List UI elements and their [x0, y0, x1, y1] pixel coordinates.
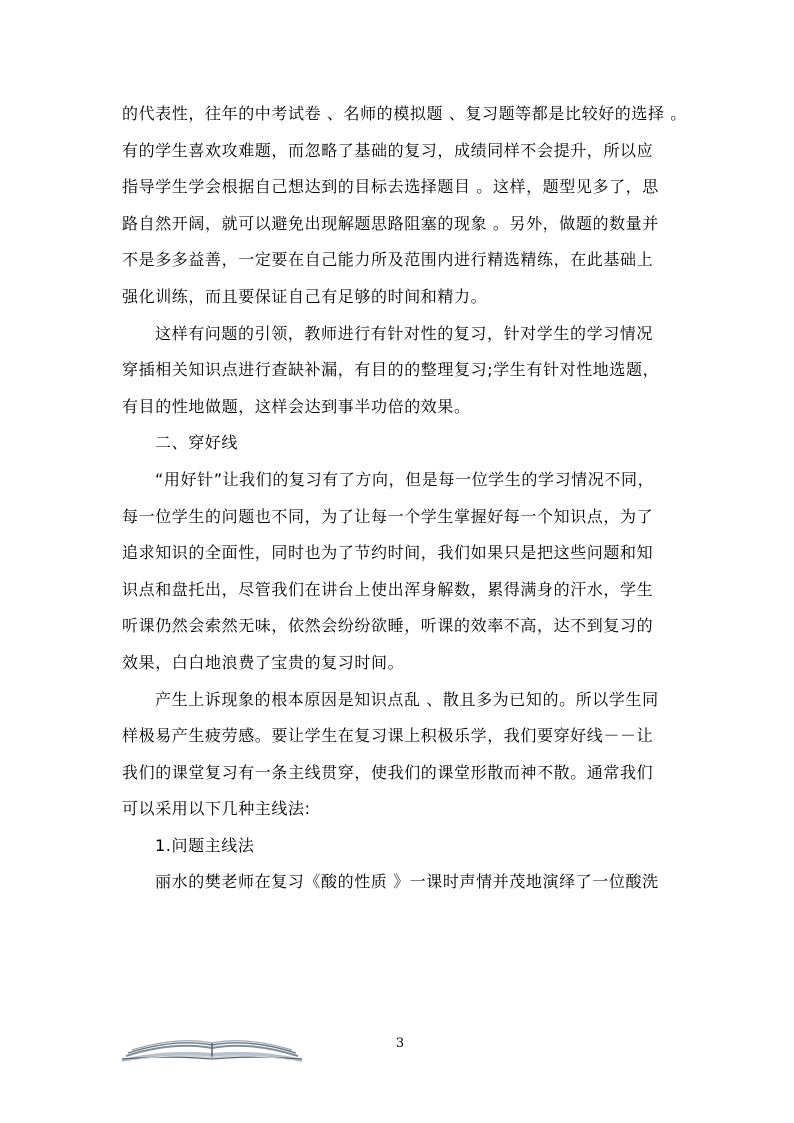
text-line: 我们的课堂复习有一条主线贯穿，使我们的课堂形散而神不散。通常我们 — [122, 762, 654, 782]
text-line: 效果，白白地浪费了宝贵的复习时间。 — [122, 652, 405, 672]
text-line: 强化训练，而且要保证自己有足够的时间和精力。 — [122, 286, 488, 306]
text-line: 有目的性地做题，这样会达到事半功倍的效果。 — [122, 396, 471, 416]
text-line: 每一位学生的问题也不同，为了让每一个学生掌握好每一个知识点，为了 — [122, 506, 654, 526]
page-number: 3 — [395, 1036, 405, 1051]
text-line: 指导学生学会根据自己想达到的目标去选择题目 。这样，题型见多了，思 — [122, 177, 659, 197]
text-line: 穿插相关知识点进行查缺补漏，有目的的整理复习;学生有针对性地选题， — [122, 360, 660, 380]
text-line: 可以采用以下几种主线法: — [122, 799, 311, 819]
text-line: 有的学生喜欢攻难题，而忽略了基础的复习，成绩同样不会提升，所以应 — [122, 140, 654, 160]
paragraph-start-line: “用好针”让我们的复习有了方向，但是每一位学生的学习情况不同， — [155, 469, 655, 489]
paragraph-start-line: 产生上诉现象的根本原因是知识点乱 、散且多为已知的。所以学生同 — [155, 689, 659, 709]
subsection-heading: 1.问题主线法 — [155, 835, 255, 855]
text-line: 追求知识的全面性，同时也为了节约时间，我们如果只是把这些问题和知 — [122, 543, 654, 563]
section-heading: 二、穿好线 — [155, 433, 239, 453]
text-line: 听课仍然会索然无味，依然会纷纷欲睡，听课的效率不高，达不到复习的 — [122, 616, 654, 636]
open-book-icon — [118, 1028, 306, 1068]
paragraph-start-line: 这样有问题的引领，教师进行有针对性的复习，针对学生的学习情况 — [155, 323, 654, 343]
text-line: 样极易产生疲劳感。要让学生在复习课上积极乐学，我们要穿好线－－让 — [122, 726, 654, 746]
text-line: 识点和盘托出，尽管我们在讲台上使出浑身解数，累得满身的汗水，学生 — [122, 579, 654, 599]
body-text — [122, 96, 687, 901]
paragraph-start-line: 丽水的樊老师在复习《酸的性质 》一课时声情并茂地演绎了一位酸洗 — [155, 872, 659, 892]
text-line: 不是多多益善，一定要在自己能力所及范围内进行精选精练，在此基础上 — [122, 250, 654, 270]
text-line: 路自然开阔，就可以避免出现解题思路阻塞的现象 。另外，做题的数量并 — [122, 213, 659, 233]
text-line: 的代表性，往年的中考试卷 、名师的模拟题 、复习题等都是比较好的选择 。 — [122, 104, 687, 123]
